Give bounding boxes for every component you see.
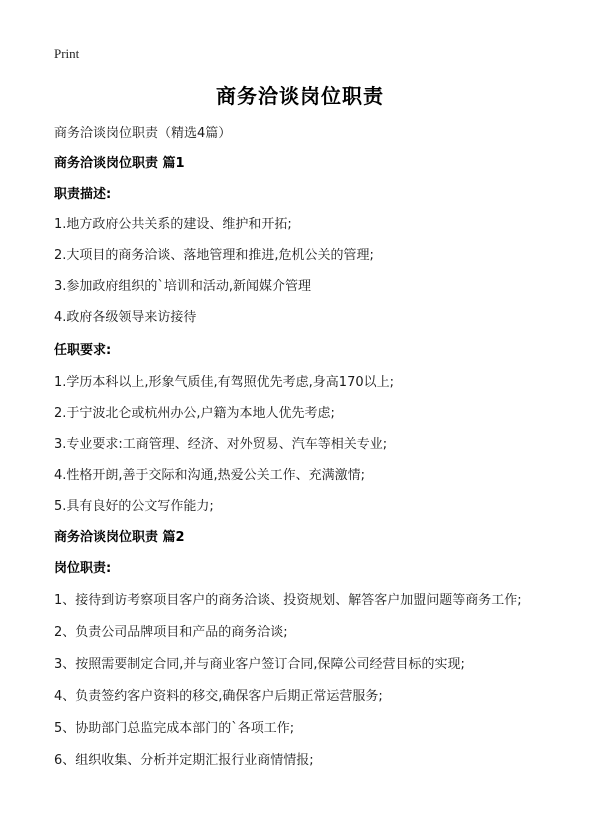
list-item: 3.参加政府组织的`培训和活动,新闻媒介管理 (54, 279, 312, 294)
list-item: 2.大项目的商务洽谈、落地管理和推进,危机公关的管理; (54, 248, 374, 263)
list-item: 1.学历本科以上,形象气质佳,有驾照优先考虑,身高170以上; (54, 375, 394, 390)
list-item: 5、协助部门总监完成本部门的`各项工作; (54, 721, 295, 736)
list-item: 5.具有良好的公文写作能力; (54, 499, 214, 514)
list-item: 2、负责公司品牌项目和产品的商务洽谈; (54, 625, 288, 640)
intro-text: 商务洽谈岗位职责（精选4篇） (54, 126, 232, 141)
list-item: 6、组织收集、分析并定期汇报行业商情情报; (54, 753, 314, 768)
list-item: 3、按照需要制定合同,并与商业客户签订合同,保障公司经营目标的实现; (54, 657, 465, 672)
list-item: 4.政府各级领导来访接待 (54, 310, 197, 325)
section-2-heading: 商务洽谈岗位职责 篇2 (54, 530, 185, 545)
document-title: 商务洽谈岗位职责 (216, 84, 384, 108)
list-item: 1、接待到访考察项目客户的商务洽谈、投资规划、解答客户加盟问题等商务工作; (54, 593, 522, 608)
list-item: 3.专业要求:工商管理、经济、对外贸易、汽车等相关专业; (54, 437, 388, 452)
list-item: 4、负责签约客户资料的移交,确保客户后期正常运营服务; (54, 689, 383, 704)
list-item: 1.地方政府公共关系的建设、维护和开拓; (54, 217, 292, 232)
section-1-requirements-heading: 任职要求: (54, 343, 112, 358)
section-1-duties-heading: 职责描述: (54, 187, 112, 202)
list-item: 2.于宁波北仑或杭州办公,户籍为本地人优先考虑; (54, 406, 335, 421)
print-link[interactable]: Print (54, 46, 80, 61)
section-1-heading: 商务洽谈岗位职责 篇1 (54, 156, 185, 171)
list-item: 4.性格开朗,善于交际和沟通,热爱公关工作、充满激情; (54, 468, 366, 483)
section-2-duties-heading: 岗位职责: (54, 561, 112, 576)
